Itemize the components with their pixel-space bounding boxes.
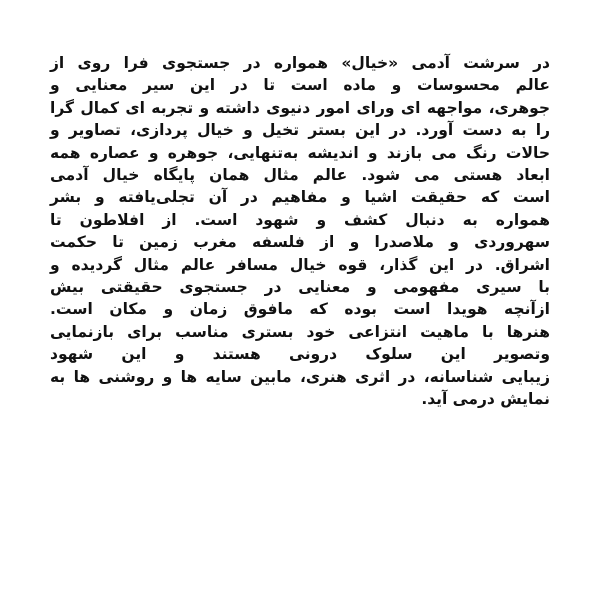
- text-line: نمایش درمی آید.: [421, 390, 550, 409]
- text-line: است که حقیقت اشیا و مفاهیم در آن تجلی‌یافته و بشر: [50, 188, 550, 207]
- text-line: را به دست آورد. در این بستر تخیل و خیال پردازی، تصاویر و: [50, 121, 550, 140]
- text-line: با سیری مفهومی و معنایی در جستجوی حقیقتی بیش: [50, 278, 550, 297]
- text-line: عالم محسوسات و ماده است تا در این سیر معنایی و: [50, 76, 550, 95]
- text-line: در سرشت آدمی «خیال» همواره در جستجوی فرا روی از: [50, 54, 550, 72]
- body-paragraph: [50, 52, 550, 411]
- text-line: جوهری، مواجهه ای ورای امور دنیوی داشته و تجربه ای کمال گرا: [50, 98, 550, 117]
- text-line: وتصویر این سلوک درونی هستند و این شهود: [50, 345, 550, 364]
- text-line: همواره به دنبال کشف و شهود است. از افلاطون تا: [50, 210, 550, 229]
- text-line: حالات رنگ می بازند و اندیشه به‌تنهایی، جوهره و عصاره همه: [50, 143, 550, 162]
- text-line: سهروردی و ملاصدرا و از فلسفه مغرب زمین تا حکمت: [50, 233, 550, 252]
- document-page: [50, 52, 550, 411]
- text-line: هنرها با ماهیت انتزاعی خود بستری مناسب برای بازنمایی: [50, 322, 550, 341]
- text-line: زیبایی شناسانه، در اثری هنری، مابین سایه ها و روشنی ها به: [50, 367, 550, 386]
- text-line: ازآنچه هویدا است بوده که مافوق زمان و مکان است.: [50, 300, 550, 319]
- text-line: ابعاد هستی می شود. عالم مثال همان پایگاه خیال آدمی: [50, 166, 550, 185]
- text-line: اشراق. در این گذار، قوه خیال مسافر عالم مثال گردیده و: [50, 255, 550, 274]
